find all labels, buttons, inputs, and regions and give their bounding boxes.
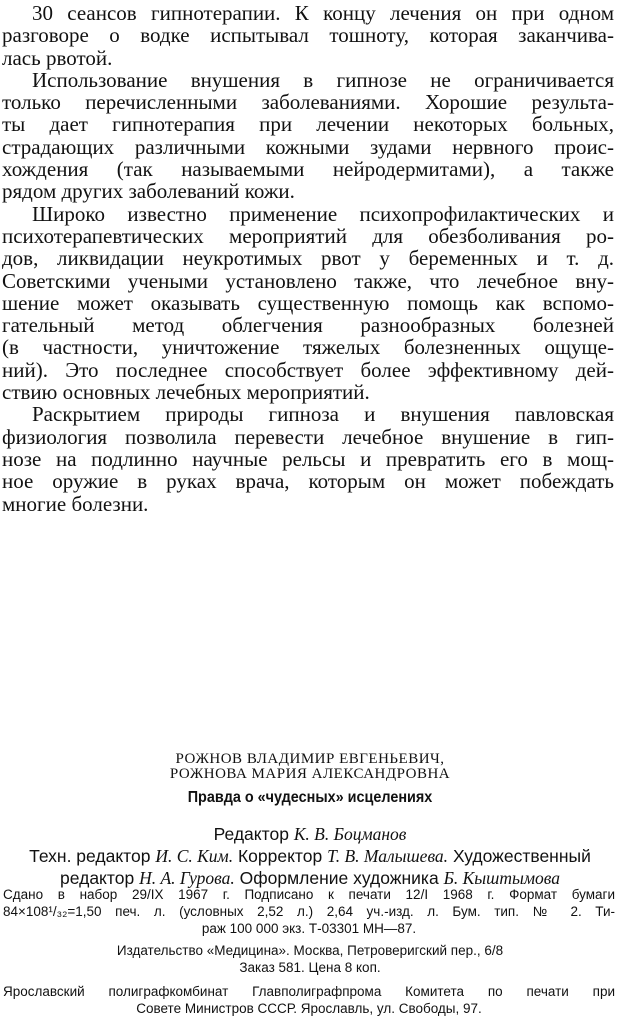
body-text bbox=[2, 2, 614, 515]
design-label: Оформление художника bbox=[239, 868, 439, 888]
printer-line: Ярославский полиграфкомбинат Главполиграфпрома Комитета по печати при bbox=[3, 984, 615, 999]
imprint-line: Сдано в набор 29/IX 1967 г. Подписано к печати 12/I 1968 г. Формат бумаги bbox=[3, 887, 615, 902]
text-line: дов, ликвидации неукротимых рвот у беременных и т. д. bbox=[2, 246, 614, 271]
text-line: психотерапевтических мероприятий для обезболивания ро- bbox=[2, 223, 614, 248]
author-line: РОЖНОВА МАРИЯ АЛЕКСАНДРОВНА bbox=[169, 766, 451, 782]
editor-label: Редактор bbox=[213, 824, 289, 844]
text-line: только перечисленными заболеваниями. Хорошие результа- bbox=[2, 90, 614, 115]
tech-editor-label: Техн. редактор bbox=[29, 846, 151, 866]
text-line: Использование внушения в гипнозе не ограничивается bbox=[32, 67, 614, 92]
publisher bbox=[0, 942, 620, 976]
text-line: нозе на подлинно научные рельсы и превратить его в мощ- bbox=[2, 446, 614, 471]
editor-name: К. В. Боцманов bbox=[293, 824, 407, 844]
text-line: лась рвотой. bbox=[2, 45, 113, 70]
imprint-line: 84×108¹/₃₂=1,50 печ. л. (условных 2,52 л.) 2,64 уч.-изд. л. Бум. тип. № 2. Ти- bbox=[3, 904, 615, 919]
publisher-line: Заказ 581. Цена 8 коп. bbox=[239, 960, 381, 975]
text-line: Широко известно применение психопрофилактических и bbox=[32, 201, 614, 226]
text-line: ний). Это последнее способствует более эффективному дей- bbox=[2, 357, 614, 382]
designer-name: Б. Кыштымова bbox=[443, 868, 560, 888]
text-line: ное оружие в руках врача, которым он может побеждать bbox=[2, 469, 614, 494]
imprint-line: раж 100 000 экз. Т-03301 МН—87. bbox=[201, 921, 417, 936]
text-line: гательный метод облегчения разнообразных болезней bbox=[2, 313, 614, 338]
text-line: (в частности, уничтожение тяжелых болезненных ощуще- bbox=[2, 335, 614, 360]
text-line: Советскими учеными установлено также, что лечебное вну- bbox=[2, 268, 614, 293]
printer bbox=[3, 983, 615, 1017]
credits bbox=[0, 823, 620, 889]
author-line: РОЖНОВ ВЛАДИМИР ЕВГЕНЬЕВИЧ, bbox=[175, 751, 445, 767]
text-line: разговоре о водке испытывал тошноту, которая заканчива- bbox=[2, 23, 614, 48]
imprint bbox=[3, 886, 615, 937]
tech-editor-name: И. С. Ким. bbox=[155, 846, 234, 866]
text-line: 30 сеансов гипнотерапии. К концу лечения он при одном bbox=[32, 1, 614, 25]
authors bbox=[0, 752, 620, 782]
text-line: физиология позволила перевести лечебное внушение в гип- bbox=[2, 424, 614, 449]
art-editor-name: Н. А. Гурова. bbox=[139, 868, 235, 888]
corrector-label: Корректор bbox=[237, 846, 323, 866]
corrector-name: Т. В. Малышева. bbox=[327, 846, 449, 866]
printer-line: Совете Министров СССР. Ярославль, ул. Свободы, 97. bbox=[136, 1001, 482, 1016]
text-line: Раскрытием природы гипноза и внушения павловская bbox=[32, 402, 614, 427]
text-line: ствию основных лечебных мероприятий. bbox=[2, 380, 370, 405]
book-title: Правда о «чудесных» исцелениях bbox=[187, 789, 433, 806]
art-editor-label: Художественный редактор bbox=[60, 846, 591, 888]
text-line: страдающих различными кожными зудами нервного проис- bbox=[2, 134, 614, 159]
text-line: многие болезни. bbox=[2, 491, 149, 516]
text-line: шение может оказывать существенную помощь как вспомо- bbox=[2, 290, 614, 315]
text-line: хождения (так называемыми нейродермитами), а также bbox=[2, 157, 614, 182]
publisher-line: Издательство «Медицина». Москва, Петроверигский пер., 6/8 bbox=[116, 943, 504, 958]
text-line: рядом других заболеваний кожи. bbox=[2, 179, 295, 204]
text-line: ты дает гипнотерапия при лечении некоторых больных, bbox=[2, 112, 614, 137]
